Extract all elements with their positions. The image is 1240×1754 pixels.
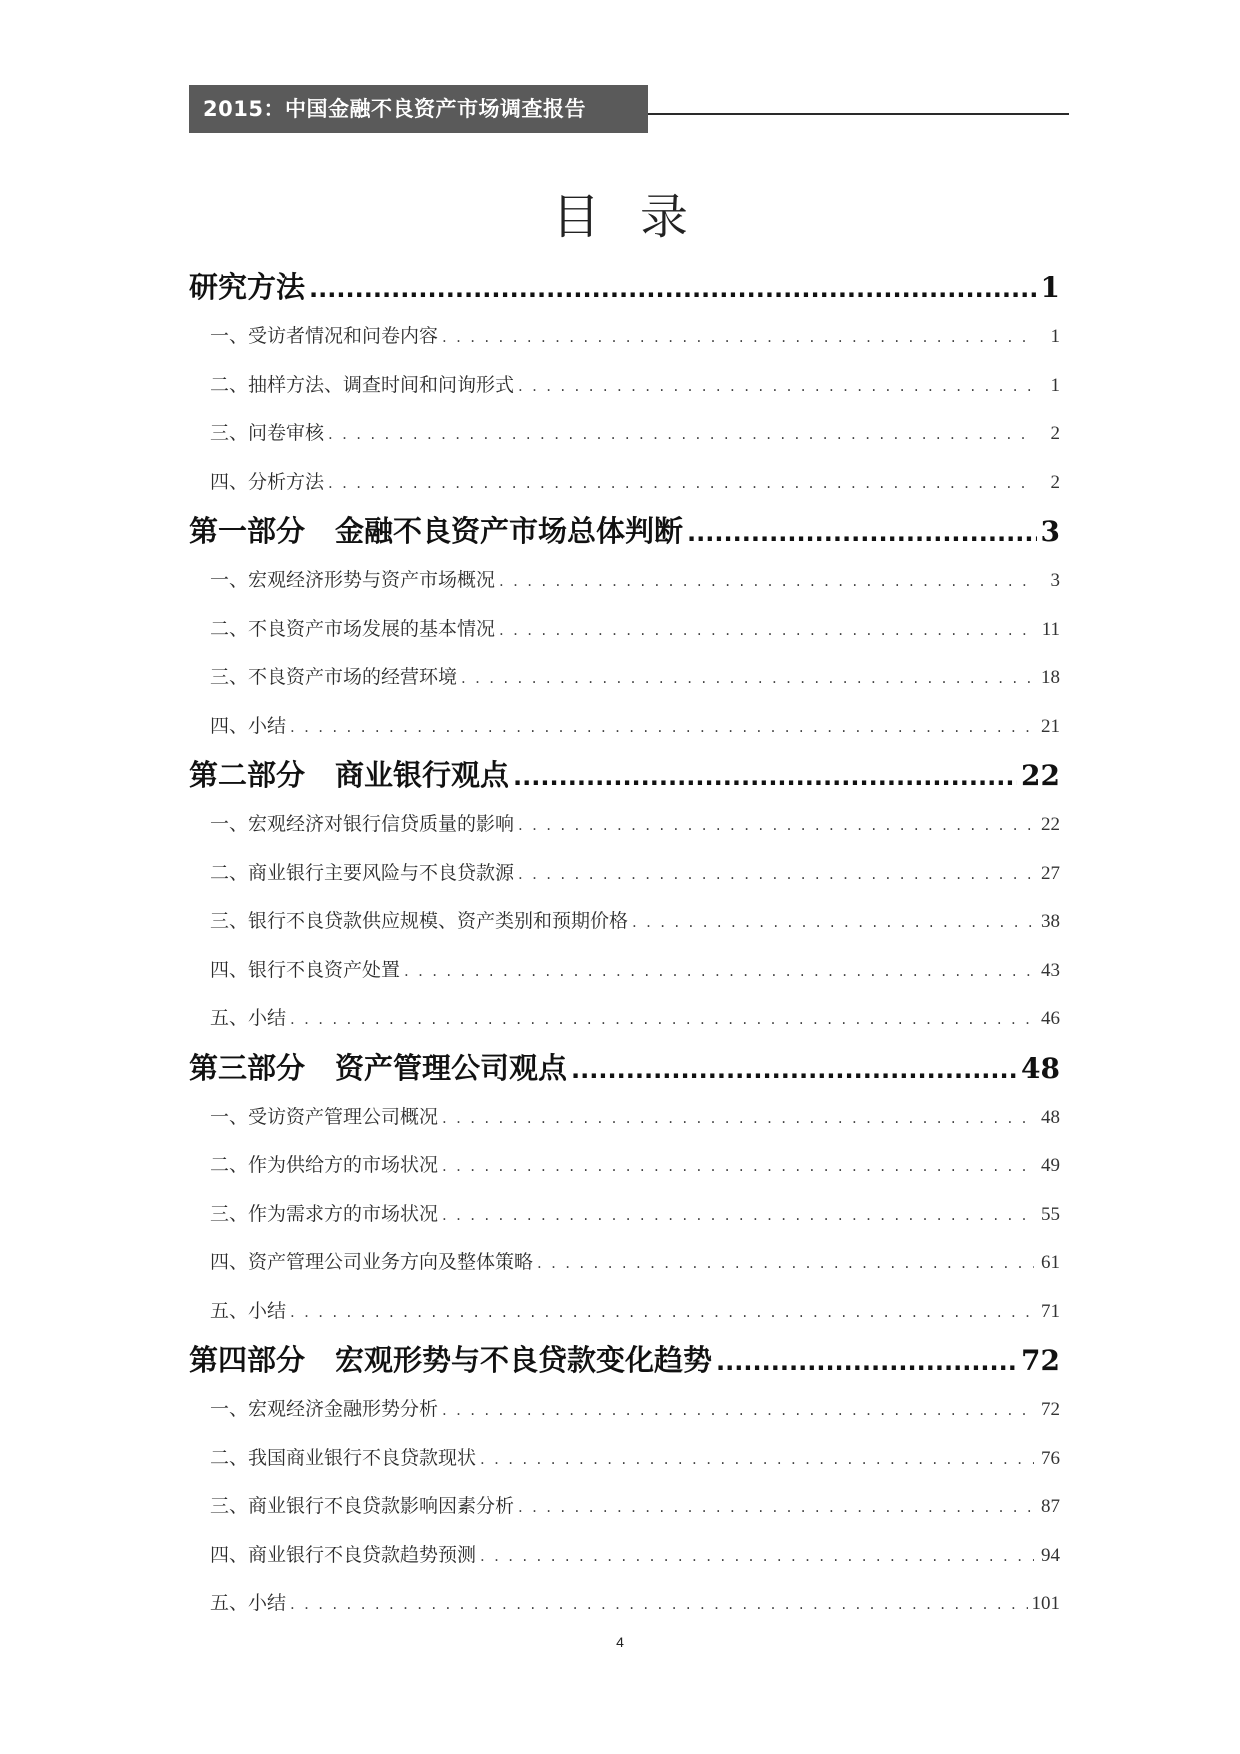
toc-section-page-number: 49 [1041,1155,1060,1176]
toc-part-prefix: 第四部分 [189,1343,306,1377]
toc-dot-leader [404,947,1034,995]
toc-dot-leader [442,1142,1034,1190]
toc-section-entry[interactable] [189,1093,1060,1142]
toc-section-page-number: 38 [1041,911,1060,932]
toc-section-label: 四、小结 [210,714,287,737]
toc-section-page-number: 27 [1041,862,1060,884]
toc-section-label: 二、作为供给方的市场状况 [210,1154,439,1176]
toc-section-entry[interactable] [189,605,1060,654]
toc-dot-leader [461,654,1034,702]
toc-dot-leader [328,459,1034,507]
running-header [189,85,1069,133]
toc-section-label: 三、不良资产市场的经营环境 [210,666,458,688]
toc-section-page-number: 94 [1041,1544,1060,1566]
toc-section-entry[interactable] [189,409,1060,458]
toc-section-page-number: 11 [1041,618,1060,640]
toc-dot-leader [716,1337,1017,1385]
toc-section-entry[interactable] [189,1287,1060,1336]
toc-section-entry[interactable] [189,361,1060,410]
toc-dot-leader [518,1483,1034,1531]
toc-part-label [189,1043,567,1093]
toc-dot-leader [442,1191,1034,1239]
toc-part-title: 研究方法 [189,270,306,304]
toc-section-page-number: 87 [1041,1496,1060,1517]
toc-part-page-number: 22 [1021,759,1060,792]
toc-dot-leader [518,362,1034,410]
toc-part-entry[interactable] [189,1043,1060,1093]
toc-section-label: 二、商业银行主要风险与不良贷款源 [210,861,515,884]
toc-part-entry[interactable] [189,262,1060,312]
toc-section-label: 五、小结 [210,1007,287,1029]
toc-dot-leader [518,850,1034,898]
toc-dot-leader [499,557,1034,605]
toc-section-entry[interactable] [189,1238,1060,1287]
toc-section-label: 四、分析方法 [210,470,325,493]
toc-part-prefix: 第一部分 [189,514,306,548]
header-title: 2015：中国金融不良资产市场调查报告 [189,85,648,133]
toc-part-entry[interactable] [189,1335,1060,1385]
toc-section-label: 一、宏观经济金融形势分析 [210,1398,439,1420]
toc-section-label: 五、小结 [210,1592,287,1614]
toc-dot-leader [480,1532,1034,1580]
toc-section-label: 三、作为需求方的市场状况 [210,1202,439,1225]
toc-dot-leader [442,1386,1034,1434]
toc-dot-leader [571,1045,1017,1093]
toc-section-label: 二、不良资产市场发展的基本情况 [210,617,496,640]
toc-section-page-number: 46 [1041,1008,1060,1029]
toc-section-page-number: 55 [1041,1203,1060,1225]
toc-part-entry[interactable] [189,750,1060,800]
toc-part-page-number: 48 [1021,1051,1060,1085]
toc-section-label: 二、我国商业银行不良贷款现状 [210,1446,477,1469]
toc-part-label [189,1335,712,1385]
toc-section-page-number: 71 [1041,1300,1060,1322]
toc-part-entry[interactable] [189,506,1060,556]
toc-dot-leader [480,1435,1034,1483]
toc-section-page-number: 72 [1041,1399,1060,1420]
toc-section-page-number: 61 [1041,1252,1060,1273]
toc-section-page-number: 43 [1041,959,1060,981]
toc-section-entry[interactable] [189,1482,1060,1531]
toc-dot-leader [290,995,1034,1043]
toc-section-label: 三、商业银行不良贷款影响因素分析 [210,1495,515,1517]
toc-section-page-number: 3 [1050,570,1060,591]
toc-section-entry[interactable] [189,897,1060,946]
toc-section-page-number: 18 [1041,667,1060,688]
toc-section-label: 一、受访资产管理公司概况 [210,1105,439,1128]
toc-part-page-number: 1 [1040,271,1060,304]
toc-dot-leader [309,264,1037,312]
toc-section-entry[interactable] [189,1434,1060,1483]
toc-dot-leader [537,1239,1034,1287]
toc-section-page-number: 48 [1041,1106,1060,1128]
toc-part-prefix: 第三部分 [189,1050,306,1085]
toc-dot-leader [513,752,1017,800]
toc-section-entry[interactable] [189,849,1060,898]
toc-section-page-number: 22 [1041,814,1060,835]
toc-section-label: 四、银行不良资产处置 [210,958,401,981]
toc-section-entry[interactable] [189,800,1060,849]
toc-section-label: 一、宏观经济对银行信贷质量的影响 [210,813,515,835]
toc-dot-leader [290,703,1034,751]
toc-section-entry[interactable] [189,556,1060,605]
toc-section-entry[interactable] [189,1190,1060,1239]
toc-part-page-number: 72 [1021,1344,1060,1377]
toc-section-page-number: 2 [1050,471,1060,493]
toc-dot-leader [328,410,1034,458]
toc-dot-leader [518,801,1034,849]
toc-dot-leader [442,1094,1034,1142]
table-of-contents [189,262,1060,1628]
toc-section-entry[interactable] [189,1385,1060,1434]
toc-section-label: 一、宏观经济形势与资产市场概况 [210,569,496,591]
toc-section-entry[interactable] [189,702,1060,751]
toc-part-page-number: 3 [1040,515,1060,548]
toc-section-label: 一、受访者情况和问卷内容 [210,325,439,347]
toc-part-title: 金融不良资产市场总体判断 [335,514,684,548]
toc-section-label: 五、小结 [210,1299,287,1322]
toc-dot-leader [442,313,1034,361]
toc-dot-leader [290,1288,1034,1336]
page-number: 4 [616,1634,624,1650]
toc-section-label: 三、银行不良贷款供应规模、资产类别和预期价格 [210,910,629,932]
toc-part-label [189,750,509,800]
toc-part-title: 资产管理公司观点 [335,1050,568,1085]
toc-section-page-number: 76 [1041,1447,1060,1469]
toc-dot-leader [687,508,1036,556]
toc-section-entry[interactable] [189,994,1060,1043]
toc-section-entry[interactable] [189,1141,1060,1190]
toc-part-label [189,506,683,556]
header-rule [648,113,1069,115]
toc-part-title: 商业银行观点 [335,758,510,792]
toc-section-label: 四、资产管理公司业务方向及整体策略 [210,1251,534,1273]
toc-section-label: 四、商业银行不良贷款趋势预测 [210,1543,477,1566]
toc-section-page-number: 1 [1050,326,1060,347]
toc-section-entry[interactable] [189,946,1060,995]
toc-dot-leader [499,606,1034,654]
toc-dot-leader [632,898,1034,946]
toc-section-page-number: 1 [1050,374,1060,396]
toc-section-page-number: 2 [1050,423,1060,444]
toc-section-label: 二、抽样方法、调查时间和问询形式 [210,373,515,396]
toc-section-entry[interactable] [189,1531,1060,1580]
toc-section-entry[interactable] [189,653,1060,702]
toc-section-entry[interactable] [189,1579,1060,1628]
toc-section-page-number: 101 [1031,1593,1060,1614]
toc-part-label [189,262,305,312]
toc-section-entry[interactable] [189,458,1060,507]
toc-dot-leader [290,1580,1027,1628]
toc-title: 目录 [551,189,728,245]
toc-section-label: 三、问卷审核 [210,422,325,444]
toc-part-title: 宏观形势与不良贷款变化趋势 [335,1343,713,1377]
toc-section-page-number: 21 [1041,715,1060,737]
toc-section-entry[interactable] [189,312,1060,361]
toc-part-prefix: 第二部分 [189,758,306,792]
